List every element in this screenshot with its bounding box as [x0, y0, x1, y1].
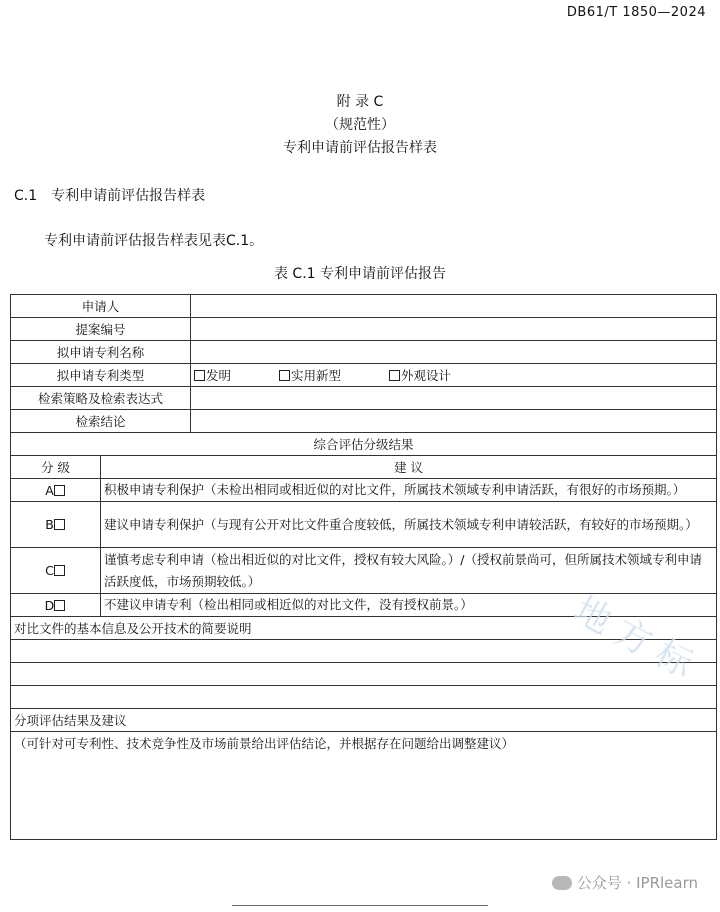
search-conclusion-label: 检索结论: [11, 410, 191, 433]
option-invention[interactable]: 发明: [194, 366, 231, 384]
option-utility-model[interactable]: 实用新型: [279, 366, 341, 384]
appendix-type: （规范性）: [325, 117, 395, 133]
document-code: DB61/T 1850—2024: [566, 5, 706, 20]
table-row: [11, 364, 717, 387]
table-row: [11, 387, 717, 410]
search-strategy-label: 检索策略及检索表达式: [11, 387, 191, 410]
footer-divider: [232, 905, 488, 906]
table-row: [11, 410, 717, 433]
table-row: [11, 341, 717, 364]
appendix-title: 附 录 C: [336, 94, 384, 110]
table-row: [11, 502, 717, 548]
grade-column-header: 分 级: [11, 456, 101, 479]
table-row: [11, 318, 717, 341]
grade-a-advice: 积极申请专利保护（未检出相同或相近似的对比文件，所属技术领域专利申请活跃，有很好的市场预期。）: [101, 479, 717, 502]
grade-d-advice: 不建议申请专利（检出相同或相近似的对比文件，没有授权前景。）: [101, 594, 717, 617]
comparison-docs-line[interactable]: [11, 686, 717, 709]
table-row: [11, 433, 717, 456]
checkbox-icon[interactable]: [54, 600, 65, 611]
search-conclusion-value[interactable]: [191, 410, 717, 433]
table-row: [11, 709, 717, 732]
checkbox-icon[interactable]: [54, 519, 65, 530]
table-row: [11, 686, 717, 709]
table-row: [11, 663, 717, 686]
table-row: [11, 479, 717, 502]
sub-evaluation-title: 分项评估结果及建议: [11, 709, 717, 732]
grade-a[interactable]: A: [11, 479, 101, 502]
table-row: [11, 617, 717, 640]
table-row: [11, 295, 717, 318]
grade-b-advice: 建议申请专利保护（与现有公开对比文件重合度较低，所属技术领域专利申请较活跃，有较好的市场预期。）: [101, 502, 717, 548]
checkbox-icon[interactable]: [389, 370, 400, 381]
section-heading: [14, 185, 205, 205]
sub-evaluation-hint: （可针对可专利性、技术竞争性及市场前景给出评估结论，并根据存在问题给出调整建议）: [14, 736, 515, 751]
grade-c[interactable]: C: [11, 548, 101, 594]
evaluation-form-table: [10, 294, 717, 840]
table-row: [11, 456, 717, 479]
patent-name-value[interactable]: [191, 341, 717, 364]
sub-evaluation-area[interactable]: [11, 732, 717, 840]
checkbox-icon[interactable]: [279, 370, 290, 381]
watermark: 地方标: [567, 589, 709, 691]
proposal-no-value[interactable]: [191, 318, 717, 341]
applicant-label: 申请人: [11, 295, 191, 318]
patent-type-options: [191, 364, 717, 387]
wechat-icon: [552, 876, 572, 890]
brand-footer: [552, 872, 698, 893]
table-row: [11, 548, 717, 594]
brand-text: 公众号 · IPRlearn: [576, 874, 698, 892]
section-title: 专利申请前评估报告样表: [51, 188, 206, 204]
option-design[interactable]: 外观设计: [389, 366, 451, 384]
body-paragraph: 专利申请前评估报告样表见表C.1。: [44, 233, 264, 249]
section-number: C.1: [14, 188, 38, 204]
overall-result-header: 综合评估分级结果: [11, 433, 717, 456]
comparison-docs-line[interactable]: [11, 640, 717, 663]
grade-d[interactable]: D: [11, 594, 101, 617]
grade-c-advice: 谨慎考虑专利申请（检出相近似的对比文件，授权有较大风险。）/（授权前景尚可，但所属技术领域专利申请活跃度低，市场预期较低。）: [101, 548, 717, 594]
comparison-docs-line[interactable]: [11, 663, 717, 686]
patent-type-label: 拟申请专利类型: [11, 364, 191, 387]
checkbox-icon[interactable]: [54, 485, 65, 496]
search-strategy-value[interactable]: [191, 387, 717, 410]
table-caption: 表 C.1 专利申请前评估报告: [273, 266, 447, 282]
table-row: [11, 594, 717, 617]
grade-b[interactable]: B: [11, 502, 101, 548]
table-row: [11, 732, 717, 840]
comparison-docs-title: 对比文件的基本信息及公开技术的简要说明: [11, 617, 717, 640]
applicant-value[interactable]: [191, 295, 717, 318]
patent-name-label: 拟申请专利名称: [11, 341, 191, 364]
checkbox-icon[interactable]: [54, 565, 65, 576]
checkbox-icon[interactable]: [194, 370, 205, 381]
appendix-name: 专利申请前评估报告样表: [283, 140, 437, 156]
proposal-no-label: 提案编号: [11, 318, 191, 341]
advice-column-header: 建 议: [101, 456, 717, 479]
table-row: [11, 640, 717, 663]
